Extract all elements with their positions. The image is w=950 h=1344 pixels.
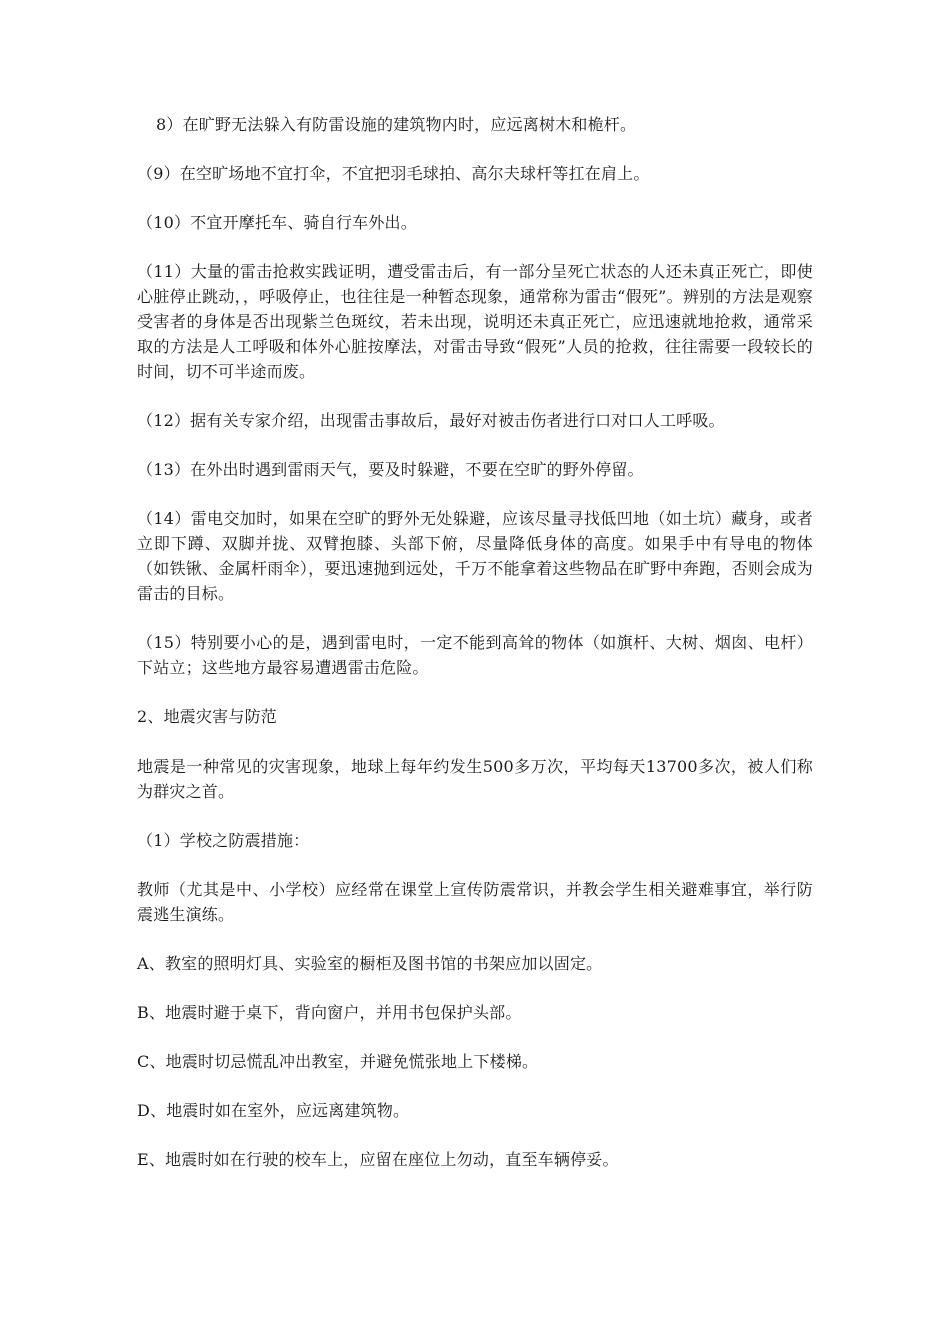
paragraph-item-10: （10）不宜开摩托车、骑自行车外出。 bbox=[137, 213, 417, 232]
paragraph-item-15: （15）特别要小心的是，遇到雷电时，一定不能到高耸的物体（如旗杆、大树、烟囱、电杆）下站立；这些地方最容易遭遇雷击危险。 bbox=[137, 633, 813, 677]
measure-item-b: B、地震时避于桌下，背向窗户，并用书包保护头部。 bbox=[137, 1003, 522, 1022]
paragraph-item-9: （9）在空旷场地不宜打伞，不宜把羽毛球拍、高尔夫球杆等扛在肩上。 bbox=[137, 164, 650, 183]
paragraph-item-14: （14）雷电交加时，如果在空旷的野外无处躲避，应该尽量寻找低凹地（如土坑）藏身，或者立即下蹲、双脚并拢、双臂抱膝、头部下俯，尽量降低身体的高度。如果手中有导电的物体（如铁锹、金属杆雨伞），要迅速抛到远处，千万不能拿着这些物品在旷野中奔跑，否则会成为雷击的目标。 bbox=[137, 509, 813, 603]
section-heading-earthquake: 2、地震灾害与防范 bbox=[137, 707, 277, 726]
measure-item-c: C、地震时切忌慌乱冲出教室，并避免慌张地上下楼梯。 bbox=[137, 1052, 539, 1071]
paragraph-item-8: 8）在旷野无法躲入有防雷设施的建筑物内时，应远离树木和桅杆。 bbox=[156, 115, 637, 134]
paragraph-item-11: （11）大量的雷击抢救实践证明，遭受雷击后，有一部分呈死亡状态的人还未真正死亡，即使心脏停止跳动，，呼吸停止，也往往是一种暂态现象，通常称为雷击“假死”。辨别的方法是观察受害者的身体是否出现紫兰色斑纹，若未出现，说明还未真正死亡，应迅速就地抢救，通常采取的方法是人工呼吸和体外心脏按摩法，对雷击导致“假死”人员的抢救，往往需要一段较长的时间，切不可半途而废。 bbox=[137, 262, 813, 381]
measure-item-a: A、教室的照明灯具、实验室的橱柜及图书馆的书架应加以固定。 bbox=[137, 954, 603, 973]
document-body bbox=[137, 112, 813, 1196]
earthquake-intro-paragraph: 地震是一种常见的灾害现象，地球上每年约发生500多万次，平均每天13700多次，被人们称为群灾之首。 bbox=[137, 757, 813, 801]
paragraph-item-12: （12）据有关专家介绍，出现雷击事故后，最好对被击伤者进行口对口人工呼吸。 bbox=[137, 411, 725, 430]
measure-item-d: D、地震时如在室外，应远离建筑物。 bbox=[137, 1101, 410, 1120]
paragraph-item-13: （13）在外出时遇到雷雨天气，要及时躲避，不要在空旷的野外停留。 bbox=[137, 460, 644, 479]
school-measures-heading: （1）学校之防震措施： bbox=[137, 831, 310, 850]
teacher-guidance-paragraph: 教师（尤其是中、小学校）应经常在课堂上宣传防震常识，并教会学生相关避难事宜，举行防震逃生演练。 bbox=[137, 880, 813, 924]
measure-item-e: E、地震时如在行驶的校车上，应留在座位上勿动，直至车辆停妥。 bbox=[137, 1150, 619, 1169]
